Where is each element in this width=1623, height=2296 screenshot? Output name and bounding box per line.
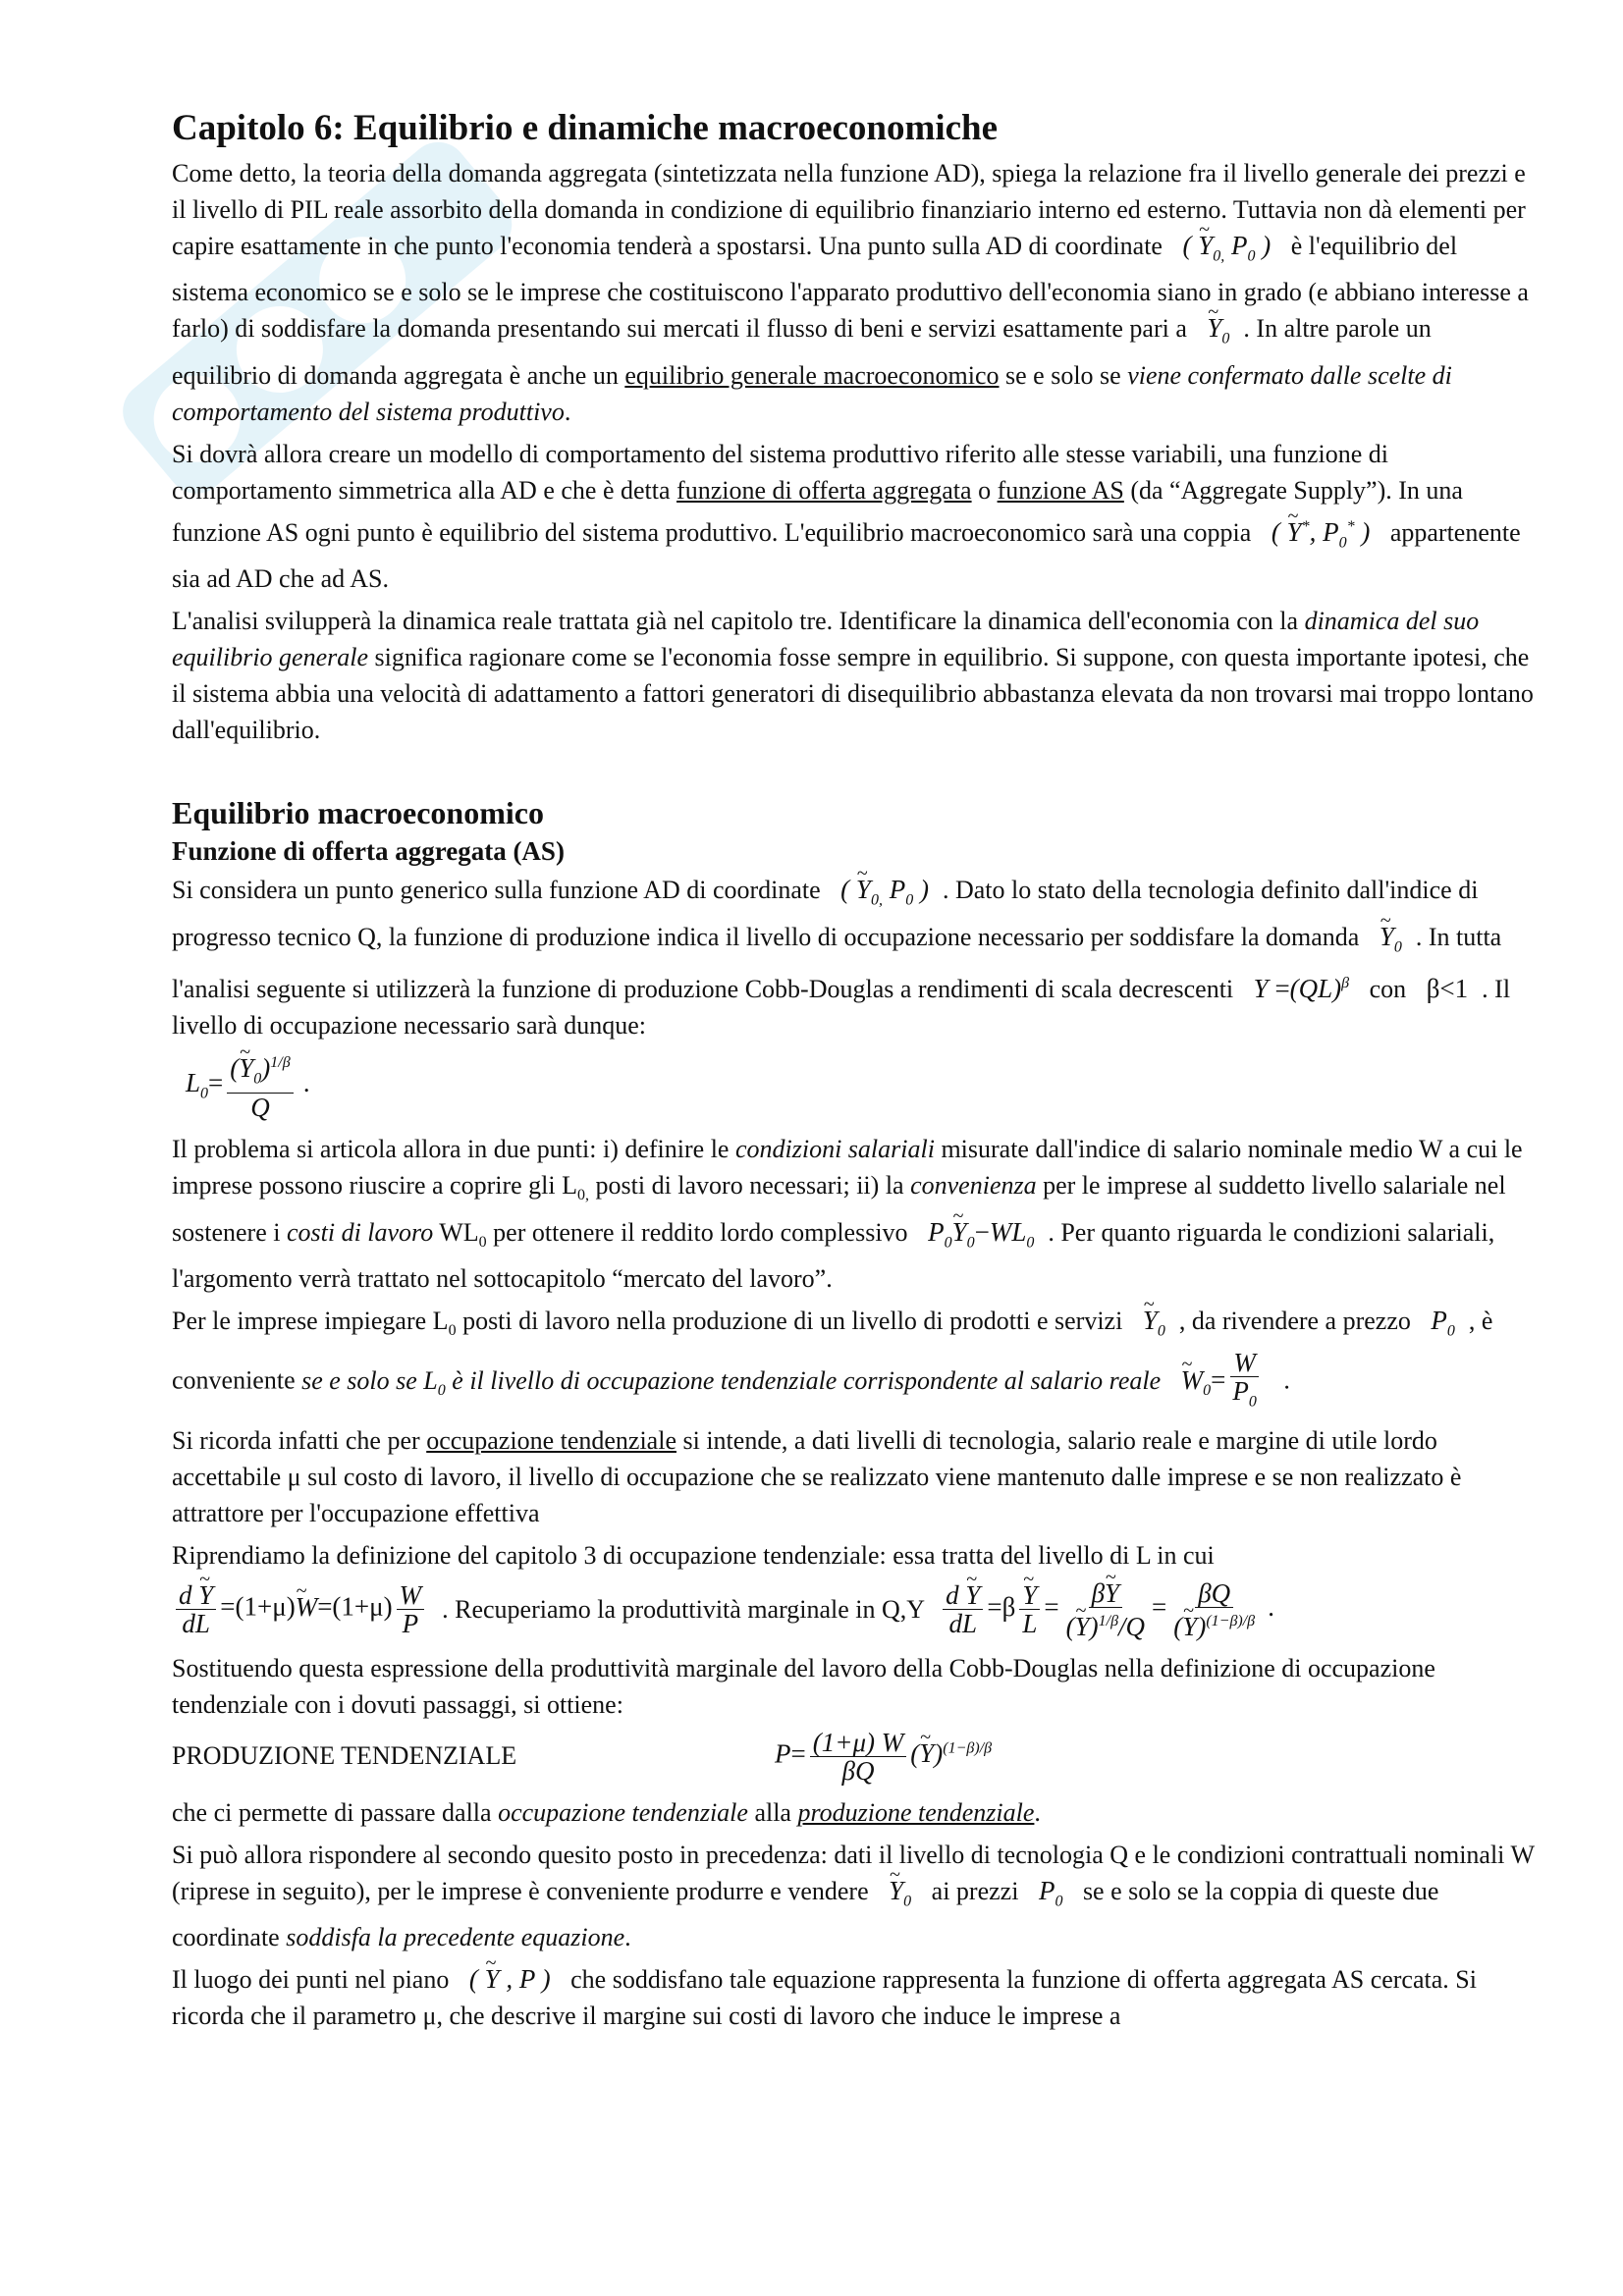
equation-l0: $L_0=$ $\frac{(\sim Y_0)^{1/\beta}}{Q}$ . bbox=[172, 1049, 1537, 1121]
document-page bbox=[172, 106, 1537, 2040]
section-subtitle: Funzione di offerta aggregata (AS) bbox=[172, 836, 565, 867]
equation-marginal-productivity: $\frac{d \sim Y}{dL}$ =(1+μ)~ W=(1+μ) $\frac{W}{P}$ . Recuperiamo la produttività marginale in Q,Y $\frac{d \sim Y}{dL}$ =β ~ $\frac{Y}{L}$ = $\frac{\beta\sim Y}{(\sim Y)^{1/\beta}/Q}$ = $\frac{\beta Q}{(\sim Y)^{(1-\beta)/\beta}}$ . bbox=[172, 1579, 1537, 1640]
math-cobb-douglas: Y =(QL)$^\beta$ bbox=[1253, 973, 1350, 1003]
intro-paragraph-2: Si dovrà allora creare un modello di comportamento del sistema produttivo riferito alle stesse variabili, una funzione di comportamento simmetrica alla AD e che è detta funzione di offerta aggregata o funzione AS (da “Aggregate Supply”). In una funzione AS ogni punto è equilibrio del sistema produttivo. L'equilibrio macroeconomico sarà una coppia ( ~ Y*, $P_0^*$ ) appartenente sia ad AD che ad AS. bbox=[172, 436, 1537, 597]
chapter-title: Capitolo 6: Equilibrio e dinamiche macroeconomiche bbox=[172, 108, 999, 148]
section-paragraph-2: Il problema si articola allora in due punti: i) definire le condizioni salariali misurate dall'indice di salario nominale medio W a cui le imprese possono riuscire a coprire gli $L_{0,}$ posti di lavoro necessari; ii) la convenienza per le imprese al suddetto livello salariale nel sostenere i costi di lavoro $WL_0$ per ottenere il reddito lordo complessivo $P_0\sim$ $Y_0-WL_0$ . Per quanto riguarda le condizioni salariali, l'argomento verrà trattato nel sottocapitolo “mercato del lavoro”. bbox=[172, 1131, 1537, 1297]
math-y0: ~ $Y_0$ bbox=[1207, 310, 1229, 356]
math-equilibrium-pair: ( ~ Y*, $P_0^*$ ) bbox=[1271, 508, 1371, 561]
math-y0-p0: ( ~ $Y_{0,}$ $P_0$ ) bbox=[1182, 228, 1271, 274]
section-paragraph-4: Si ricorda infatti che per occupazione tendenziale si intende, a dati livelli di tecnologia, salario reale e margine di utile lordo accettabile μ sul costo di lavoro, il livello di occupazione che se realizzato viene mantenuto dalle imprese e se non realizzato è attrattore per l'occupazione effettiva bbox=[172, 1425, 1462, 1527]
equation-produzione-tendenziale: PRODUZIONE TENDENZIALE P= $\frac{(1+\mu) W}{\beta Q}$ (~ Y)$^{(1-\beta)/\beta}$ bbox=[172, 1729, 1537, 1785]
section-title: Equilibrio macroeconomico bbox=[172, 795, 544, 831]
section-paragraph-1: Si considera un punto generico sulla funzione AD di coordinate ( ~ $Y_{0,}$ $P_0$ ) . Dato lo stato della tecnologia definito dall'indice di progresso tecnico Q, la funzione di produzione indica il livello di occupazione necessario per soddisfare la domanda ~ $Y_0$ . In tutta l'analisi seguente si utilizzerà la funzione di produzione Cobb-Douglas a rendimenti di scala decrescenti Y =(QL)$^\beta$ con β<1 . Il livello di occupazione necessario sarà dunque: bbox=[172, 872, 1537, 1043]
intro-paragraph-3: L'analisi svilupperà la dinamica reale trattata già nel capitolo tre. Identificare la dinamica dell'economia con la dinamica del suo equilibrio generale significa ragionare come se l'economia fosse sempre in equilibrio. Si suppone, con questa importante ipotesi, che il sistema abbia una velocità di adattamento a fattori generatori di disequilibrio abbastanza elevata da non trovarsi mai troppo lontano dall'equilibrio. bbox=[172, 607, 1534, 745]
equation-label: PRODUZIONE TENDENZIALE bbox=[172, 1741, 517, 1771]
section-paragraph-5: Riprendiamo la definizione del capitolo 3 di occupazione tendenziale: essa tratta del livello di L in cui bbox=[172, 1540, 1215, 1570]
section-paragraph-3: Per le imprese impiegare $L_0$ posti di lavoro nella produzione di un livello di prodotti e servizi ~ $Y_0$ , da rivendere a prezzo $P_0$ , è conveniente se e solo se $L_0$ è il livello di occupazione tendenziale corrispondente al salario reale ~ $W_0=$ $\frac{W}{P_0}$ . bbox=[172, 1303, 1537, 1416]
section-paragraph-8: Si può allora rispondere al secondo quesito posto in precedenza: dati il livello di tecnologia Q e le condizioni contrattuali nominali W (riprese in seguito), per le imprese è conveniente produrre e vendere ~ $Y_0$ ai prezzi $P_0$ se e solo se la coppia di queste due coordinate soddisfa la precedente equazione. bbox=[172, 1837, 1537, 1955]
section-paragraph-7: che ci permette di passare dalla occupazione tendenziale alla produzione tendenziale. bbox=[172, 1797, 1041, 1827]
section-paragraph-9: Il luogo dei punti nel piano ( ~ Y , P ) che soddisfano tale equazione rappresenta la funzione di offerta aggregata AS cercata. Si ricorda che il parametro μ, che descrive il margine sui costi di lavoro che induce le imprese a bbox=[172, 1961, 1537, 2034]
section-paragraph-6: Sostituendo questa espressione della produttività marginale del lavoro della Cobb-Douglas nella definizione di occupazione tendenziale con i dovuti passaggi, si ottiene: bbox=[172, 1653, 1435, 1719]
intro-paragraph-1: Come detto, la teoria della domanda aggregata (sintetizzata nella funzione AD), spiega la relazione fra il livello generale dei prezzi e il livello di PIL reale assorbito della domanda in condizione di equilibrio finanziario interno ed esterno. Tuttavia non dà elementi per capire esattamente in che punto l'economia tenderà a spostarsi. Una punto sulla AD di coordinate ( ~ $Y_{0,}$ $P_0$ ) è l'equilibrio del sistema economico se e solo se le imprese che costituiscono l'apparato produttivo dell'economia siano in grado (e abbiano interesse a farlo) di soddisfare la domanda presentando sui mercati il flusso di beni e servizi esattamente pari a ~ $Y_0$ . In altre parole un equilibrio di domanda aggregata è anche un equilibrio generale macroeconomico se e solo se viene confermato dalle scelte di comportamento del sistema produttivo. bbox=[172, 155, 1537, 430]
